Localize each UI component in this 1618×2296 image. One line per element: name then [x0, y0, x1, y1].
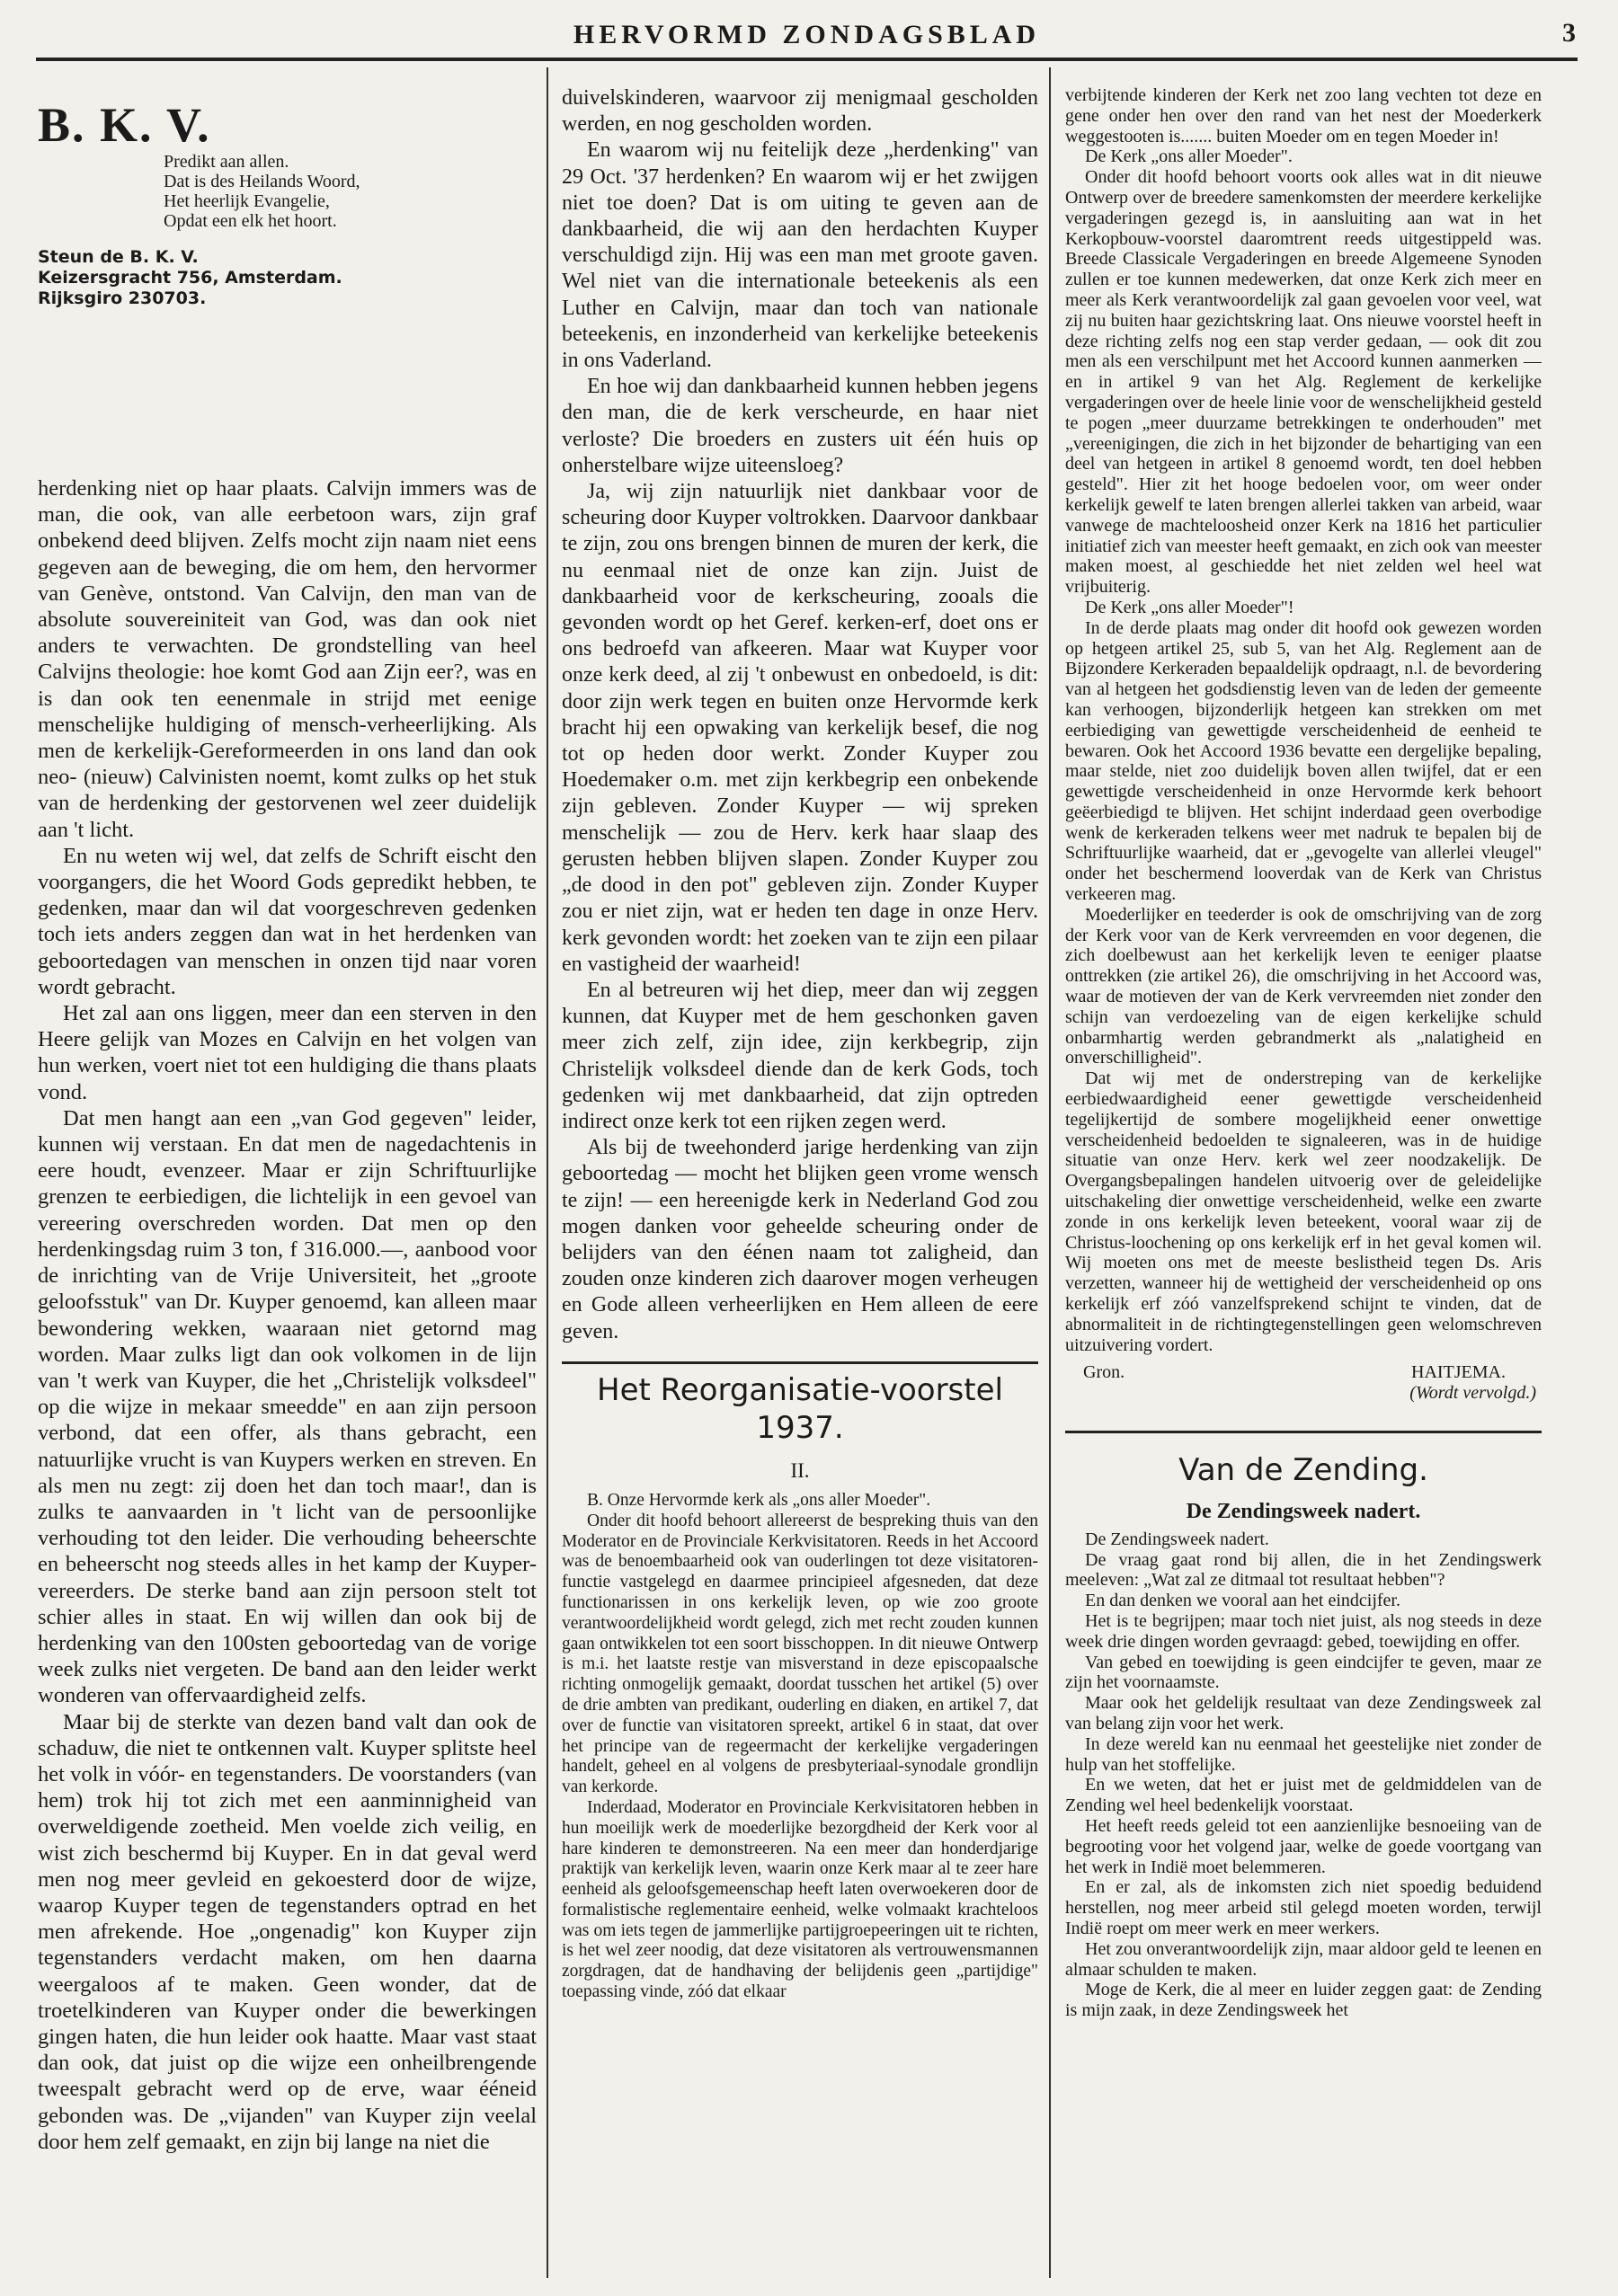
support-line: Steun de B. K. V. — [38, 247, 199, 267]
reorganisatie-section-header — [562, 1361, 1038, 1447]
column-1 — [38, 85, 537, 2287]
article-paragraph: Onder dit hoofd behoort voorts ook alles wat in dit nieuwe Ontwerp over de breedere samenkomsten der meerdere kerkelijke vergaderingen gezegd is, in aansluiting aan wat in het Kerkopbouw-voorstel daaromtrent reeds uitgestippeld was. Breede Classicale Vergaderingen en breede Algemeene Synoden zullen er toe kunnen medewerken, dat onze Kerk zich meer en meer als Kerk verantwoordelijk zal gaan gevoelen voor veel, wat zij nu buiten haar gezichtskring laat. Ons nieuwe voorstel heeft in deze richting zelfs nog een stap verder gedaan, — ook dit zou men als een verschilpunt met het Accoord kunnen aanmerken — en in artikel 9 van het Alg. Reglement de kerkelijke vergaderingen over de heele linie voor de wenschelijkheid gesteld te pogen „meer duurzame betrekkingen te onderhouden" met „vereenigingen, die zich in het bijzonder de behartiging van een deel van hetgeen in artikel 8 genoemd wordt, ten doel hebben gesteld". Hier zit het hooge bedoelen voor, om weer onder kerkelijk gewelf te laten brengen allerlei takken van arbeid, waar vanwege de machteloosheid onzer Kerk na 1816 het particulier initiatief zich van meester heeft gemaakt, en zich ook van meester maken moest, al geschiedde het niet zelden wel heel wat vrijbuiterig. — [1065, 167, 1542, 598]
article-paragraph: En al betreuren wij het diep, meer dan wij zeggen kunnen, dat Kuyper met de hem geschonken gaven meer zich zelf, zijn idee, zijn kerkbegrip, zijn Christelijk volksdeel diende dan de kerk Gods, toch gedenken wij met dankbaarheid, dat zijn optreden indirect onze kerk tot een rijken zegen werd. — [562, 978, 1038, 1133]
masthead — [36, 13, 1578, 61]
signature — [1083, 1362, 1506, 1383]
to-be-continued: (Wordt vervolgd.) — [1409, 1383, 1536, 1404]
article-paragraph: Het zou onverantwoordelijk zijn, maar aldoor geld te leenen en almaar schulden te maken. — [1065, 1938, 1542, 1980]
article-paragraph: De Kerk „ons aller Moeder"! — [1085, 597, 1294, 617]
article-paragraph: En nu weten wij wel, dat zelfs de Schrift eischt den voorgangers, die het Woord Gods gepredikt hebben, te gedenken, maar dan wil dat voorgeschreven gedenken toch iets anders zeggen dan wat in het herdenken van geboortedagen van menschen in onzen tijd naar voren wordt gebracht. — [38, 843, 537, 999]
section-title: Het Reorganisatie-voorstel 1937. — [597, 1371, 1003, 1446]
article-paragraph: De Zendingsweek nadert. — [1085, 1529, 1269, 1549]
article-paragraph: verbijtende kinderen der Kerk net zoo lang vechten tot deze en gene onder hen over den rand van het nest der Moederkerk weggestooten is....... buiten Moeder om en tegen Moeder in! — [1065, 85, 1542, 146]
article-paragraph: En hoe wij dan dankbaarheid kunnen hebben jegens den man, die de kerk verscheurde, en haar niet verloste? Die broeders en zusters uit één huis op onherstelbare wijze uiteensloeg? — [562, 375, 1038, 477]
newspaper-title: HERVORMD ZONDAGSBLAD — [573, 20, 1041, 49]
article-paragraph: De Kerk „ons aller Moeder". — [1085, 146, 1293, 167]
section-title: Van de Zending. — [1178, 1452, 1428, 1488]
column-divider — [547, 67, 548, 2278]
article-paragraph: De vraag gaat rond bij allen, die in het Zendingswerk meeleven: „Wat zal ze ditmaal tot resultaat hebben"? — [1065, 1549, 1542, 1591]
signature-name: HAITJEMA. — [1411, 1362, 1506, 1383]
article-paragraph: Onder dit hoofd behoort allereerst de bespreking thuis van den Moderator en de Provinciale Kerkvisitatoren. Reeds in het Accoord was de benoembaarheid ook van ouderlingen tot deze visitatoren-functie vastgelegd en daarmee principieel afgesneden, dat deze functionarissen in ons kerkelijk leven, op wie zoo groote verantwoordelijkheid wordt gelegd, zich met recht zouden kunnen gaan ontwikkelen tot een soort bisschoppen. In dit nieuwe Ontwerp is m.i. het laatste restje van misverstand in deze episcopaalsche richting onmogelijk gemaakt, doordat tusschen het artikel (5) over de drie ambten van predikant, ouderling en diaken, en artikel 7, dat over de functie van visitatoren spreekt, artikel 6 in staat, dat over het principe van de regeermacht der kerkelijke vergaderingen handelt, geheel en al volgens de presbyteriaal-synodale grondlijn van kerkorde. — [562, 1511, 1038, 1797]
support-line: Rijksgiro 230703. — [38, 288, 207, 308]
article-paragraph: duivelskinderen, waarvoor zij menigmaal gescholden werden, en nog gescholden worden. — [562, 86, 1038, 137]
article-paragraph: B. Onze Hervormde kerk als „ons aller Moeder". — [587, 1490, 931, 1510]
article-paragraph: En waarom wij nu feitelijk deze „herdenking" van 29 Oct. '37 herdenken? En waarom wij er het zwijgen niet toe doen? Dat is om uiting te geven aan de dankbaarheid, die wij aan den herdachten Kuyper verschuldigd zijn. Hij was een man met groote gaven. Wel niet van die internationale beteekenis als een Luther en Calvijn, maar dan toch van nationale beteekenis, en inzonderheid van kerkelijke beteekenis in ons Vaderland. — [562, 138, 1038, 373]
verse-line: Dat is des Heilands Woord, — [164, 172, 360, 191]
section-subhead: De Zendingsweek nadert. — [1186, 1500, 1421, 1523]
article-paragraph: Inderdaad, Moderator en Provinciale Kerkvisitatoren hebben in hun moeilijk werk de moederlijke bezorgdheid der Kerk voor al hare kinderen te demonstreeren. Na een meer dan honderdjarige praktijk van kerkelijk leven, waarin onze Kerk maar al te zeer hare eenheid als geloofsgemeenschap heeft laten overwoekeren door de formalistische reglementaire eenheid, welke volmaakt krachteloos was om iets tegen de jammerlijke partijgroepeeringen uit te richten, is het wel zeer noodig, dat deze visitatoren als vertrouwensmannen zorgdragen, dat de handhaving der belijdenis geen „partijdige" toepassing vinde, zóó dat elkaar — [562, 1797, 1038, 2002]
verse-line: Het heerlijk Evangelie, — [164, 191, 330, 211]
article-paragraph: In de derde plaats mag onder dit hoofd ook gewezen worden op hetgeen artikel 25, sub 5, van het Alg. Reglement aan de Bijzondere Kerkeraden bepaaldelijk opdraagt, n.l. de bevordering van al hetgeen het godsdienstig leven van de leden der gemeente kan verhoogen, bijzonderlijk hetgeen kan strekken om met eerbiediging van gewettigde verscheidenheid de eenheid te bewaren. Ook het Accoord 1936 bevatte een dergelijke bepaling, maar stelde, niet zoo duidelijk boven allen twijfel, dat er een gewettigde verscheidenheid in onze Hervormde kerk behoort geëerbiedigd te blijven. Het schijnt inderdaad geen overbodige wenk de kerkeraden telkens weer met nadruk te bepalen bij de Schriftuurlijke waarheid, dat er „gevogelte van allerlei vleugel" onder het beschermend looverdak van de Kerk van Christus verkeeren mag. — [1065, 617, 1542, 905]
article-paragraph: Maar bij de sterkte van dezen band valt dan ook de schaduw, die niet te ontkennen valt. Kuyper splitste heel het volk in vóór- en tegenstanders. De voorstanders (van hem) trok hij tot zich met een aanminnigheid van overweldigende zoetheid. Men voelde zich veilig, en wist zich beschermd bij Kuyper. En in dat geval werd men nog meer gevleid en gekoesterd door de wijze, waarop Kuyper tegen de tegenstanders optrad en het men afrekende. Hoe „ongenadig" kon Kuyper zijn tegenstanders verdacht maken, om hen daarna weergaloos af te maken. Geen wonder, dat de troetelkinderen van Kuyper onder die bewerkingen gingen haten, die hun leider ook haatte. Maar vast staat dan ook, dat juist op die wijze een onheilbrengende tweespalt gebracht werd op de erve, waar ééneid gebonden was. De „vijanden" van Kuyper zijn veelal door hem zelf gemaakt, en zijn bij lange na niet die — [38, 1709, 537, 2154]
article-paragraph: Het heeft reeds geleid tot een aanzienlijke besnoeiing van de begrooting voor het volgend jaar, welke de goede voortgang van het werk in Indië moet belemmeren. — [1065, 1815, 1542, 1877]
article-paragraph: En er zal, als de inkomsten zich niet spoedig beduidend herstellen, nog meer arbeid stil gelegd moeten worden, terwijl Indië roept om meer werk en meer werkers. — [1065, 1877, 1542, 1938]
article-paragraph: Ja, wij zijn natuurlijk niet dankbaar voor de scheuring door Kuyper voltrokken. Daarvoor dankbaar te zijn, zou ons brengen binnen de muren der kerk, die nu eenmaal niet de onze kan zijn. Juist de dankbaarheid voor de kerkscheuring, zooals die gevonden wordt op het Geref. kerken-erf, doet ons er ons bedroefd van afkeeren. Maar wat Kuyper voor onze kerk deed, al zij 't onbewust en onbedoeld, is dit: door zijn werk tegen en buiten onze Hervormde kerk bracht hij een opwaking van kerkelijk besef, die nog tot op heden door werkt. Zonder Kuyper zou Hoedemaker o.m. met zijn kerkbegrip een onbekende zijn gebleven. Zonder Kuyper — wij spreken menschelijk — zou de Herv. kerk haar slaap des gerusten hebben blijven slapen. Zonder Kuyper zou „de dood in den pot" gebleven zijn. Zonder Kuyper zou er niet zijn, wat er heden ten dage in onze Herv. kerk gevonden wordt: het zoeken van te zijn een pilaar en vastigheid der waarheid! — [562, 480, 1038, 976]
reorganisatie-body — [562, 1491, 1038, 2003]
article-paragraph: Het is te begrijpen; maar toch niet juist, als nog steeds in deze week drie dingen worden gevraagd: gebed, toewijding en offer. — [1065, 1610, 1542, 1652]
column-divider — [1049, 67, 1051, 2278]
article-paragraph: Maar ook het geldelijk resultaat van deze Zendingsweek zal van belang zijn voor het werk. — [1065, 1693, 1542, 1733]
bkv-box — [38, 98, 537, 475]
page-number: 3 — [1562, 18, 1576, 48]
bkv-title: B. K. V. — [38, 98, 211, 152]
column-2 — [562, 85, 1038, 2287]
column-3 — [1065, 85, 1542, 2287]
article-paragraph: Het zal aan ons liggen, meer dan een sterven in den Heere gelijk van Mozes en Calvijn en het volgen van hun werken, voert niet tot een huldiging die thans plaats vond. — [38, 1001, 537, 1104]
signature-place: Gron. — [1083, 1362, 1125, 1383]
article-paragraph: En dan denken we vooral aan het eindcijfer. — [1085, 1591, 1400, 1611]
verse-line: Opdat een elk het hoort. — [164, 211, 337, 231]
section-number: II. — [790, 1458, 810, 1482]
bkv-support — [38, 247, 537, 309]
article-paragraph: In deze wereld kan nu eenmaal het geestelijke niet zonder de hulp van het stoffelijke. — [1065, 1733, 1542, 1775]
article-paragraph: Moederlijker en teederder is ook de omschrijving van de zorg der Kerk voor van de Kerk vervreemden en voor degenen, die zich doelbewust aan het kerkelijk leven te eeniger plaatse onttrekken (zie artikel 26), die omschrijving in het Accoord was, waar de motieven der van de Kerk vervreemden niet zonder den schijn van verdoezeling van de eigen kerkelijke schuld onbarmhartig werden gebrandmerkt als „nalatigheid en onverschilligheid". — [1065, 904, 1542, 1068]
verse-line: Predikt aan allen. — [164, 152, 289, 172]
article-paragraph: Dat men hangt aan een „van God gegeven" leider, kunnen wij verstaan. En dat men de nagedachtenis in eere houdt, evenzeer. Maar er zijn Schriftuurlijke grenzen te eerbiedigen, die lichtelijk in een gevoel van vereering overschreden worden. Dat men op den herdenkingsdag ruim 3 ton, f 316.000.—, aanbood voor de inrichting van de Vrije Universiteit, het „groote geloofsstuk" van Dr. Kuyper genoemd, kan alleen maar bewondering wekken, waaraan niet getornd mag worden. Maar zulks ligt dan ook volkomen in de lijn van 't werk van Kuyper, die het „Christelijk volksdeel" op die wijze in mekaar smeedde" en aan zijn persoon verbond, dat een offer, als thans gebracht, een natuurlijke vrucht is van Kuypers werken en streven. En als men nu zegt: zij doen het dan toch maar!, dan is zulks te aanvaarden in 't licht van de persoonlijke verhouding tot den leider. Die verhouding beheerschte en beheerscht nog steeds alles in het kamp der Kuyper-vereerders. De sterke band aan zijn persoon stelt tot schier alles in staat. En wij willen dan ook bij de herdenking van den 100sten geboortedag van de vorige week zulks niet vergeten. De band aan den leider werkt wonderen van offervaardigheid zelfs. — [38, 1105, 537, 1708]
support-line: Keizersgracht 756, Amsterdam. — [38, 268, 342, 288]
article-paragraph: En we weten, dat het er juist met de geldmiddelen van de Zending wel heel bedenkelijk voorstaat. — [1065, 1775, 1542, 1816]
article-paragraph: Als bij de tweehonderd jarige herdenking van zijn geboortedag — mocht het blijken geen vrome wensch te zijn! — een hereenigde kerk in Nederland God zou mogen danken voor geheelde scheuring onder de belijders van den éénen naam tot zaligheid, dan zouden onze kinderen zich daarover mogen verheugen en Gode alleen verheerlijken en Hem alleen de eere geven. — [562, 1136, 1038, 1343]
article-paragraph: herdenking niet op haar plaats. Calvijn immers was de man, die ook, van alle eerbetoon wars, zijn graf onbekend deed blijven. Zelfs mocht zijn naam niet eens gegeven aan de beweging, die om hem, den hervormer van Genève, ontstond. Van Calvijn, den man van de absolute souvereiniteit van God, was dan ook niet anders te verwachten. De grondstelling van heel Calvijns theologie: hoe komt God aan Zijn eer?, was en is dan ook ten eenenmale in strijd met eenige menschelijke huldiging of mensch-verheerlijking. Als men de kerkelijk-Gereformeerden in ons land dan ook neo- (nieuw) Calvinisten noemt, komt zulks op het stuk van de herdenking der gestorvenen wel zeer duidelijk aan 't licht. — [38, 476, 537, 842]
article-paragraph: Van gebed en toewijding is geen eindcijfer te geven, maar ze zijn het voornaamste. — [1065, 1652, 1542, 1693]
article-paragraph: Moge de Kerk, die al meer en luider zeggen gaat: de Zending is mijn zaak, in deze Zendingsweek het — [1065, 1980, 1542, 2021]
article-paragraph: Dat wij met de onderstreping van de kerkelijke eerbiedwaardigheid eener gewettigde verscheidenheid tegelijkertijd de sombere mogelijkheid eener onwettige verscheidenheid bedoelden te signaleeren, was in de huidige situatie van onze Herv. kerk wel zeer noodzakelijk. De Overgangsbepalingen handelen uitvoerig over de geleidelijke uitschakeling dier onwettige verscheidenheid, welke een zwarte zonde in ons kerkelijk leven beteekent, vooral waar zij de Christus-loochening op ons kerkelijk erf in het geval komen wil. Wij moeten ons met de meeste beslistheid tegen Ds. Aris verzetten, wanneer hij de wettigheid der verscheidenheid op ons kerkelijk erf zóó vanzelfsprekend schijnt te vinden, dat de abnormaliteit in de richtingtegenstellingen geen welomschreven uitzuivering vordert. — [1065, 1068, 1542, 1355]
bkv-verse — [164, 152, 537, 231]
zending-section-header — [1065, 1431, 1542, 1489]
